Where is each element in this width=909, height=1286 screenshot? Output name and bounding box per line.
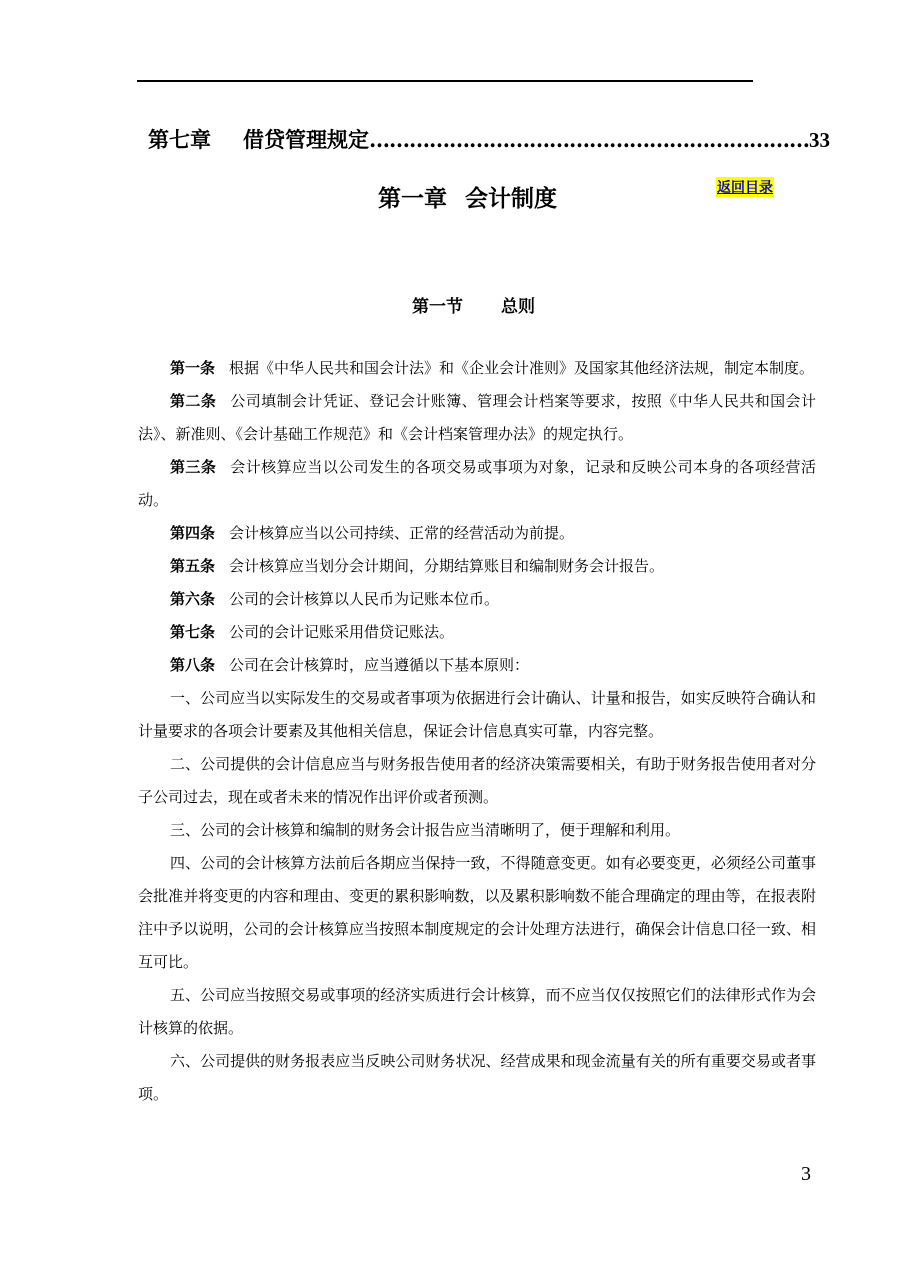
chapter-heading: [378, 180, 557, 213]
article-paragraph: [138, 352, 816, 385]
article-label: 第五条: [170, 557, 216, 575]
article-text: 公司的会计记账采用借贷记账法。: [229, 623, 455, 641]
article-text: 会计核算应当以公司发生的各项交易或事项为对象，记录和反映公司本身的各项经营活动。: [138, 458, 816, 509]
document-body: [138, 352, 816, 1111]
page-number: 3: [801, 1163, 811, 1185]
principle-paragraph: 二、公司提供的会计信息应当与财务报告使用者的经济决策需要相关，有助于财务报告使用者对分子公司过去，现在或者未来的情况作出评价或者预测。: [138, 755, 816, 806]
article-paragraph: [138, 550, 816, 583]
article-text: 根据《中华人民共和国会计法》和《企业会计准则》及国家其他经济法规，制定本制度。: [229, 359, 815, 377]
article-label: 第六条: [170, 590, 216, 608]
section-heading: [412, 292, 535, 317]
article-text: 会计核算应当划分会计期间，分期结算账目和编制财务会计报告。: [229, 557, 665, 575]
chapter-number: 第一章: [378, 185, 447, 212]
article-paragraph: [138, 649, 816, 682]
chapter-name: 会计制度: [465, 185, 557, 212]
article-paragraph: [138, 517, 816, 550]
article-paragraph: [138, 451, 816, 517]
article-text: 公司在会计核算时，应当遵循以下基本原则：: [229, 656, 530, 674]
article-label: 第四条: [170, 524, 216, 542]
principle-paragraph: 五、公司应当按照交易或事项的经济实质进行会计核算，而不应当仅仅按照它们的法律形式作为会计核算的依据。: [138, 986, 816, 1037]
principle-paragraph: 三、公司的会计核算和编制的财务会计报告应当清晰明了，便于理解和利用。: [170, 821, 681, 839]
toc-chapter-title: 借贷管理规定: [243, 127, 369, 152]
back-to-toc-link[interactable]: 返回目录: [716, 177, 774, 197]
principle-paragraph: 一、公司应当以实际发生的交易或者事项为依据进行会计确认、计量和报告，如实反映符合确认和计量要求的各项会计要素及其他相关信息，保证会计信息真实可靠，内容完整。: [138, 689, 816, 740]
article-label: 第七条: [170, 623, 216, 641]
toc-entry-chapter-7[interactable]: [148, 124, 830, 152]
article-label: 第一条: [170, 359, 216, 377]
principle-paragraph: 四、公司的会计核算方法前后各期应当保持一致，不得随意变更。如有必要变更，必须经公司董事会批准并将变更的内容和理由、变更的累积影响数，以及累积影响数不能合理确定的理由等，在报表附注中予以说明，公司的会计核算应当按照本制度规定的会计处理方法进行，确保会计信息口径一致、相互可比。: [138, 854, 816, 971]
article-text: 公司的会计核算以人民币为记账本位币。: [229, 590, 500, 608]
toc-page-number: 33: [809, 128, 830, 152]
section-number: 第一节: [412, 297, 463, 317]
header-rule: [137, 80, 753, 82]
article-label: 第二条: [170, 392, 217, 410]
article-label: 第三条: [170, 458, 217, 476]
principle-paragraph: 六、公司提供的财务报表应当反映公司财务状况、经营成果和现金流量有关的所有重要交易或者事项。: [138, 1052, 816, 1103]
toc-chapter-number: 第七章: [148, 127, 211, 152]
article-paragraph: [138, 583, 816, 616]
article-paragraph: [138, 385, 816, 451]
toc-leader-dots: …………………………………………………………: [369, 127, 809, 152]
section-name: 总则: [501, 297, 535, 317]
article-paragraph: [138, 616, 816, 649]
article-text: 会计核算应当以公司持续、正常的经营活动为前提。: [229, 524, 575, 542]
article-label: 第八条: [170, 656, 216, 674]
article-text: 公司填制会计凭证、登记会计账簿、管理会计档案等要求，按照《中华人民共和国会计法》、新准则、《会计基础工作规范》和《会计档案管理办法》的规定执行。: [138, 392, 816, 443]
